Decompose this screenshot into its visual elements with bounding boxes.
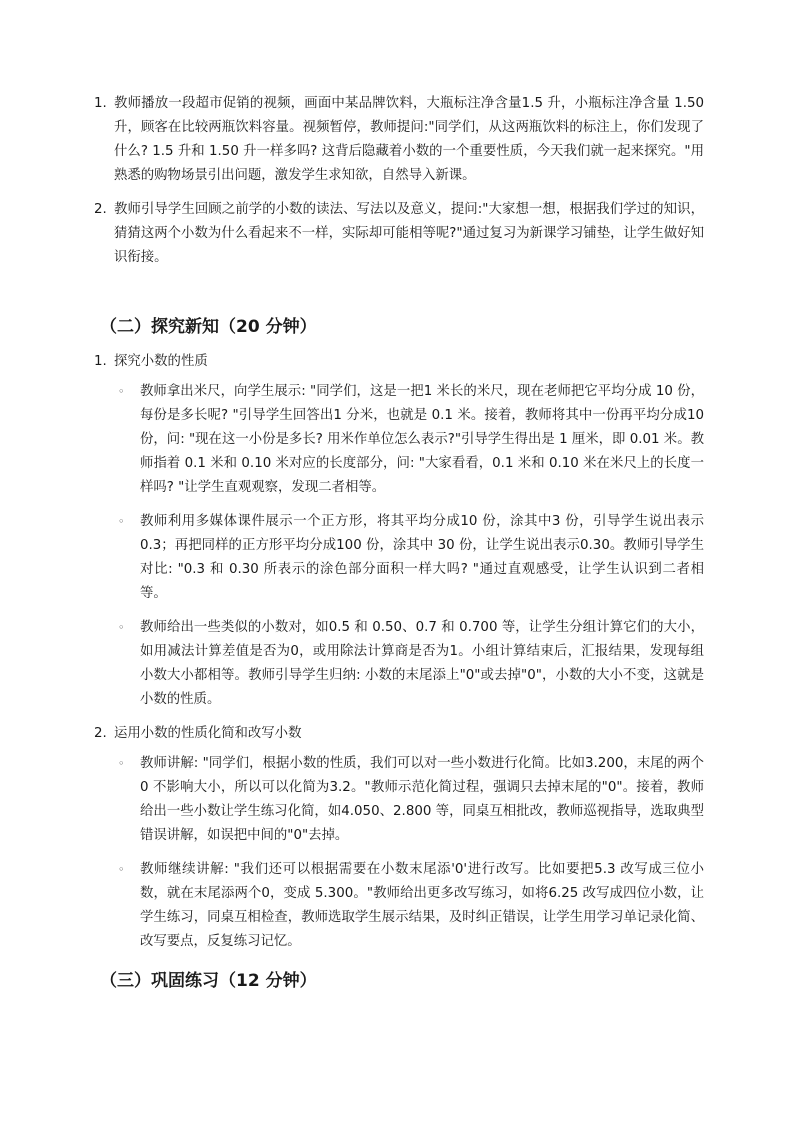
bullet-text: 教师讲解: "同学们，根据小数的性质，我们可以对一些小数进行化简。比如3.200，末尾的两个0 不影响大小，所以可以化简为3.2。"教师示范化简过程，强调只去掉末尾的"0"。接着，教师给出一些小数让学生练习化简，如4.050、2.800 等，同桌互相批改，教师巡视指导，选取典型错误讲解，如误把中间的"0"去掉。 [140,756,704,843]
bullet-item [114,858,704,954]
section-heading: （二）探究新知（20 分钟） [100,317,317,337]
bullet-list [114,752,704,954]
bullet-icon: ◦ [118,385,125,398]
bullet-text: 教师利用多媒体课件展示一个正方形，将其平均分成10 份，涂其中3 份，引导学生说出表示 0.3；再把同样的正方形平均分成100 份，涂其中 30 份，让学生说出表示0.30。教师引导学生对比: "0.3 和 0.30 所表示的涂色部分面积一样大吗? "通过直观感受，让学生认识到二者相等。 [140,514,704,601]
bullet-text: 教师继续讲解: "我们还可以根据需要在小数末尾添'0'进行改写。比如要把5.3 改写成三位小数，就在末尾添两个0，变成 5.300。"教师给出更多改写练习，如将6.25 改写成四位小数，让学生练习，同桌互相检查，教师选取学生展示结果，及时纠正错误，让学生用学习单记录化简、改写要点，反复练习记忆。 [140,862,704,949]
bullet-icon: ◦ [118,757,125,770]
bullet-icon: ◦ [118,515,125,528]
item-title: 探究小数的性质 [114,354,208,369]
list-number: 1. [94,96,107,111]
list-item [94,722,704,954]
bullet-text: 教师给出一些类似的小数对，如0.5 和 0.50、0.7 和 0.700 等，让学生分组计算它们的大小，如用减法计算差值是否为0，或用除法计算商是否为1。小组计算结束后，汇报结果，发现每组小数大小都相等。教师引导学生归纳: 小数的末尾添上"0"或去掉"0"，小数的大小不变，这就是小数的性质。 [140,620,704,707]
list-item [94,350,704,712]
bullet-icon: ◦ [118,863,125,876]
bullet-item [114,752,704,848]
bullet-item [114,380,704,500]
list-number: 2. [94,726,107,741]
bullet-icon: ◦ [118,621,125,634]
section-heading: （三）巩固练习（12 分钟） [100,971,317,991]
item-title: 运用小数的性质化简和改写小数 [114,726,302,741]
section2-list [94,350,704,964]
paragraph-text: 教师播放一段超市促销的视频，画面中某品牌饮料，大瓶标注净含量1.5 升，小瓶标注净含量 1.50 升，顾客在比较两瓶饮料容量。视频暂停，教师提问:"同学们，从这两瓶饮料的标注上，你们发现了什么? 1.5 升和 1.50 升一样多吗? 这背后隐藏着小数的一个重要性质，今天我们就一起来探究。"用熟悉的购物场景引出问题，激发学生求知欲，自然导入新课。 [114,96,704,183]
list-number: 2. [94,202,107,217]
bullet-item [114,510,704,606]
paragraph-text: 教师引导学生回顾之前学的小数的读法、写法以及意义，提问:"大家想一想，根据我们学过的知识，猜猜这两个小数为什么看起来不一样，实际却可能相等呢?"通过复习为新课学习铺垫，让学生做好知识衔接。 [114,202,704,265]
bullet-text: 教师拿出米尺，向学生展示: "同学们，这是一把1 米长的米尺，现在老师把它平均分成 10 份，每份是多长呢? "引导学生回答出1 分米，也就是 0.1 米。接着，教师将其中一份再平均分成10 份，问: "现在这一小份是多长? 用米作单位怎么表示?"引导学生得出是 1 厘米，即 0.01 米。教师指着 0.1 米和 0.10 米对应的长度部分，问: "大家看看，0.1 米和 0.10 米在米尺上的长度一样吗? "让学生直观观察，发现二者相等。 [140,384,704,495]
intro-list [94,92,704,280]
list-item [94,92,704,188]
bullet-item [114,616,704,712]
list-item [94,198,704,270]
list-number: 1. [94,354,107,369]
bullet-list [114,380,704,712]
